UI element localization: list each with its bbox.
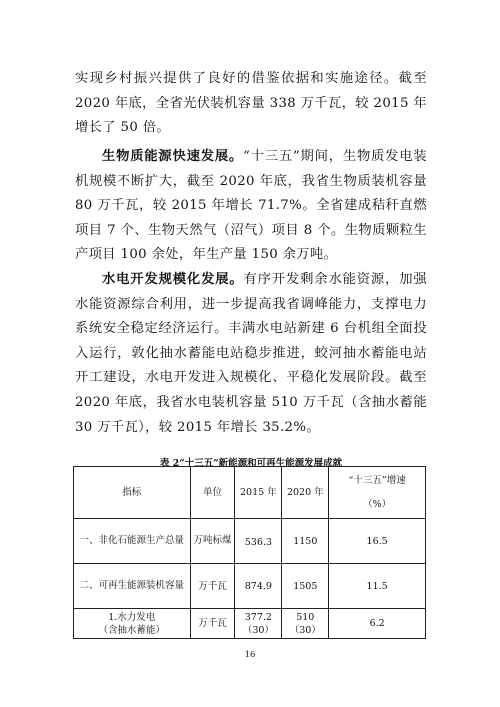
- cell-2020-line1: 510: [296, 611, 315, 623]
- cell-2020-line2: （30）: [289, 624, 321, 636]
- header-growth-line1: “十三五”增速: [348, 474, 406, 486]
- paragraph-text: “十三五”期间，生物质发电装机规模不断扩大，截至 2020 年底，我省生物质装机容量 80 万千瓦，较 2015 年增长 71.7%。全省建成秸秆直燃项目 7 个、生物天然气（沼气）项目 8 个。生物质颗粒生产项目 100 余处，年生产量 150 余万吨。: [75, 149, 428, 263]
- paragraph-heading: 生物质能源快速发展。: [102, 149, 244, 164]
- cell-indicator-line1: 1.水力发电: [108, 611, 156, 623]
- table-row: [74, 609, 426, 639]
- header-unit: 单位: [190, 467, 235, 519]
- table-caption: 表 2“十三五”新能源和可再生能源发展成就: [159, 458, 343, 469]
- table-row: [74, 519, 426, 564]
- header-growth-line2: （%）: [363, 498, 392, 510]
- cell-unit: 万千瓦: [190, 564, 235, 609]
- cell-unit: 万千瓦: [190, 609, 235, 639]
- paragraph-heading: 水电开发规模化发展。: [102, 272, 244, 287]
- cell-2015-line2: （30）: [242, 624, 274, 636]
- cell-indicator: 一、非化石能源生产总量: [74, 519, 191, 564]
- cell-2020: 1150: [282, 519, 329, 564]
- paragraph-text: 有序开发剩余水能资源，加强水能资源综合利用，进一步提高我省调峰能力，支撑电力系统安全稳定经济运行。丰满水电站新建 6 台机组全面投入运行，敦化抽水蓄能电站稳步推进，蛟河抽水蓄能电站开工建设，水电开发进入规模化、平稳化发展阶段。截至 2020 年底，我省水电装机容量 510 万千瓦（含抽水蓄能 30 万千瓦），较 2015 年增长 35.2%。: [75, 272, 427, 435]
- achievements-table: [73, 466, 426, 639]
- cell-indicator-line2: （含抽水蓄能）: [98, 624, 166, 636]
- table-row: [74, 564, 426, 609]
- paragraph-solar: [75, 67, 427, 141]
- paragraph-hydro: [75, 268, 427, 440]
- page-number: 16: [244, 650, 256, 660]
- cell-2015: 536.3: [235, 519, 282, 564]
- header-growth: [329, 467, 426, 519]
- cell-unit: 万吨标煤: [190, 519, 235, 564]
- header-2015: 2015 年: [235, 467, 282, 519]
- cell-indicator: 二、可再生能源装机容量: [74, 564, 191, 609]
- cell-2015: 874.9: [235, 564, 282, 609]
- cell-2020: [282, 609, 329, 639]
- paragraph-text: 实现乡村振兴提供了良好的借鉴依据和实施途径。截至 2020 年底，全省光伏装机容量 338 万千瓦，较 2015 年增长了 50 倍。: [75, 71, 427, 136]
- table-header-row: [74, 467, 426, 519]
- cell-growth: 16.5: [329, 519, 426, 564]
- cell-2020: 1505: [282, 564, 329, 609]
- header-indicator: 指标: [74, 467, 191, 519]
- cell-growth: 11.5: [329, 564, 426, 609]
- cell-2015: [235, 609, 282, 639]
- cell-2015-line1: 377.2: [244, 611, 272, 623]
- cell-indicator: [74, 609, 191, 639]
- header-2020: 2020 年: [282, 467, 329, 519]
- paragraph-biomass: [75, 145, 427, 268]
- cell-growth: 6.2: [329, 609, 426, 639]
